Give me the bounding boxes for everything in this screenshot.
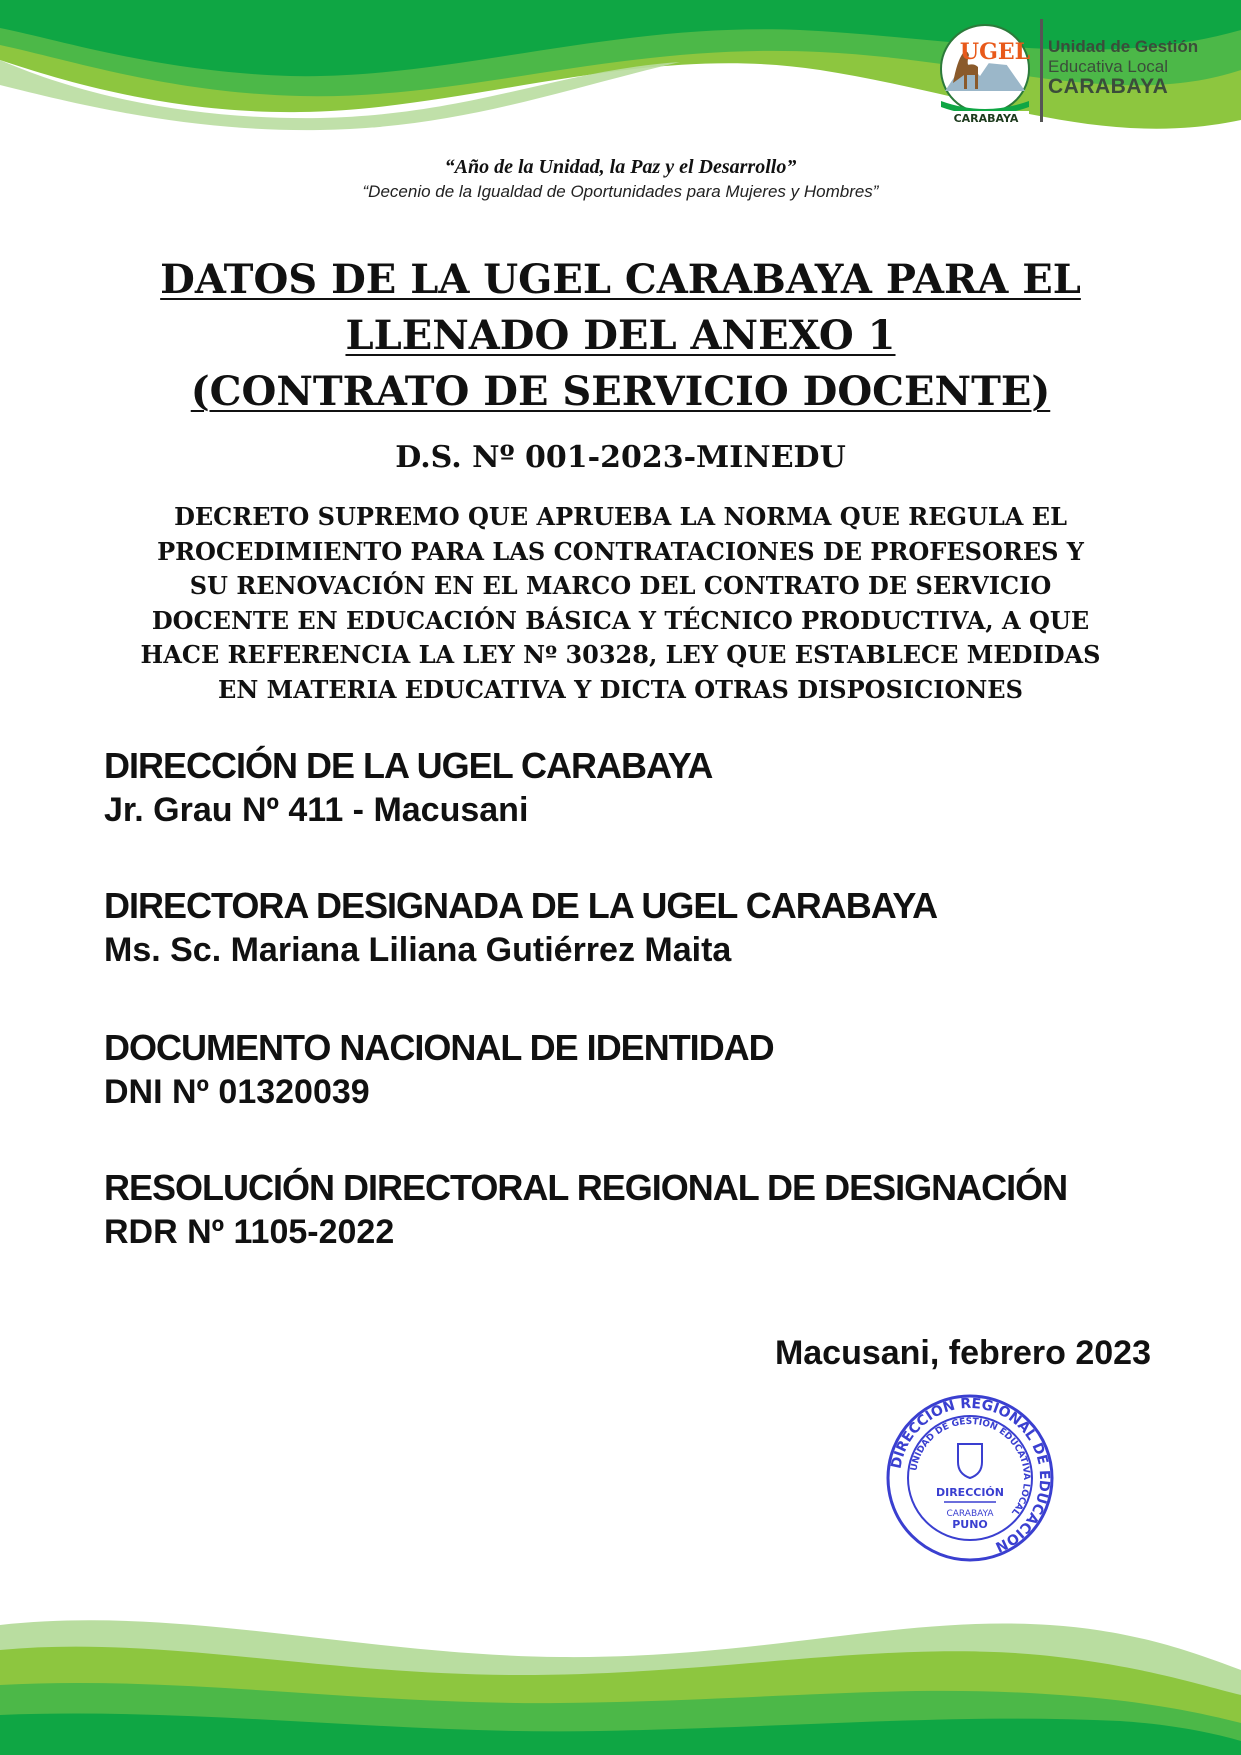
decree-line: EN MATERIA EDUCATIVA Y DICTA OTRAS DISPOSICIONES	[218, 674, 1023, 704]
logo-line-1: Unidad de Gestión	[1048, 37, 1199, 56]
decree-line: DOCENTE EN EDUCACIÓN BÁSICA Y TÉCNICO PRODUCTIVA, A QUE	[151, 605, 1090, 635]
decree-number: D.S. Nº 001-2023-MINEDU	[395, 440, 846, 475]
stamp-outer-text: DIRECCIÓN REGIONAL DE EDUCACIÓN	[888, 1395, 1053, 1555]
info-value: RDR Nº 1105-2022	[104, 1213, 395, 1251]
info-director	[104, 884, 937, 972]
decree-line: DECRETO SUPREMO QUE APRUEBA LA NORMA QUE REGULA EL	[174, 502, 1067, 531]
info-value: Ms. Sc. Mariana Liliana Gutiérrez Maita	[104, 931, 732, 969]
emblem-caption: CARABAYA	[953, 112, 1019, 125]
official-stamp	[884, 1392, 1056, 1564]
info-value: Jr. Grau Nº 411 - Macusani	[104, 791, 529, 829]
ugel-header-logo	[930, 15, 1230, 130]
stamp-bottom-text-2: PUNO	[952, 1518, 988, 1531]
info-label: DIRECCIÓN DE LA UGEL CARABAYA	[104, 745, 713, 786]
ugel-emblem-icon	[935, 21, 1050, 129]
logo-line-2: Educativa Local	[1048, 57, 1169, 76]
info-dni	[104, 1026, 774, 1114]
info-label: DIRECTORA DESIGNADA DE LA UGEL CARABAYA	[104, 885, 938, 926]
logo-line-3: CARABAYA	[1048, 75, 1169, 98]
title-line-2: LLENADO DEL ANEXO 1	[345, 312, 896, 359]
decree-line: HACE REFERENCIA LA LEY Nº 30328, LEY QUE ESTABLECE MEDIDAS	[140, 640, 1101, 669]
footer-wave-decoration	[0, 1595, 1241, 1755]
stamp-bottom-text-1: CARABAYA	[946, 1509, 994, 1519]
info-label: RESOLUCIÓN DIRECTORAL REGIONAL DE DESIGNACIÓN	[104, 1167, 1068, 1208]
coat-of-arms-icon	[958, 1444, 982, 1478]
info-resolution	[104, 1166, 1067, 1254]
title-line-3: (CONTRATO DE SERVICIO DOCENTE)	[190, 368, 1051, 415]
decree-description	[95, 500, 1146, 707]
year-motto: “Año de la Unidad, la Paz y el Desarrollo”	[444, 156, 797, 178]
page-title	[60, 252, 1181, 420]
emblem-text: UGEL	[959, 39, 1031, 65]
decade-motto: “Decenio de la Igualdad de Oportunidades para Mujeres y Hombres”	[362, 182, 879, 201]
logo-text	[1048, 37, 1198, 97]
info-value: DNI Nº 01320039	[104, 1073, 370, 1111]
logo-divider	[1040, 19, 1043, 122]
stamp-center-text: DIRECCIÓN	[935, 1486, 1005, 1499]
title-line-1: DATOS DE LA UGEL CARABAYA PARA EL	[160, 256, 1081, 303]
decree-line: PROCEDIMIENTO PARA LAS CONTRATACIONES DE PROFESORES Y	[157, 536, 1084, 566]
info-address	[104, 744, 712, 832]
info-label: DOCUMENTO NACIONAL DE IDENTIDAD	[104, 1027, 774, 1068]
place-date: Macusani, febrero 2023	[774, 1334, 1151, 1372]
decree-line: SU RENOVACIÓN EN EL MARCO DEL CONTRATO DE SERVICIO	[189, 571, 1052, 600]
stamp-inner-text: UNIDAD DE GESTIÓN EDUCATIVA LOCAL	[909, 1416, 1032, 1517]
